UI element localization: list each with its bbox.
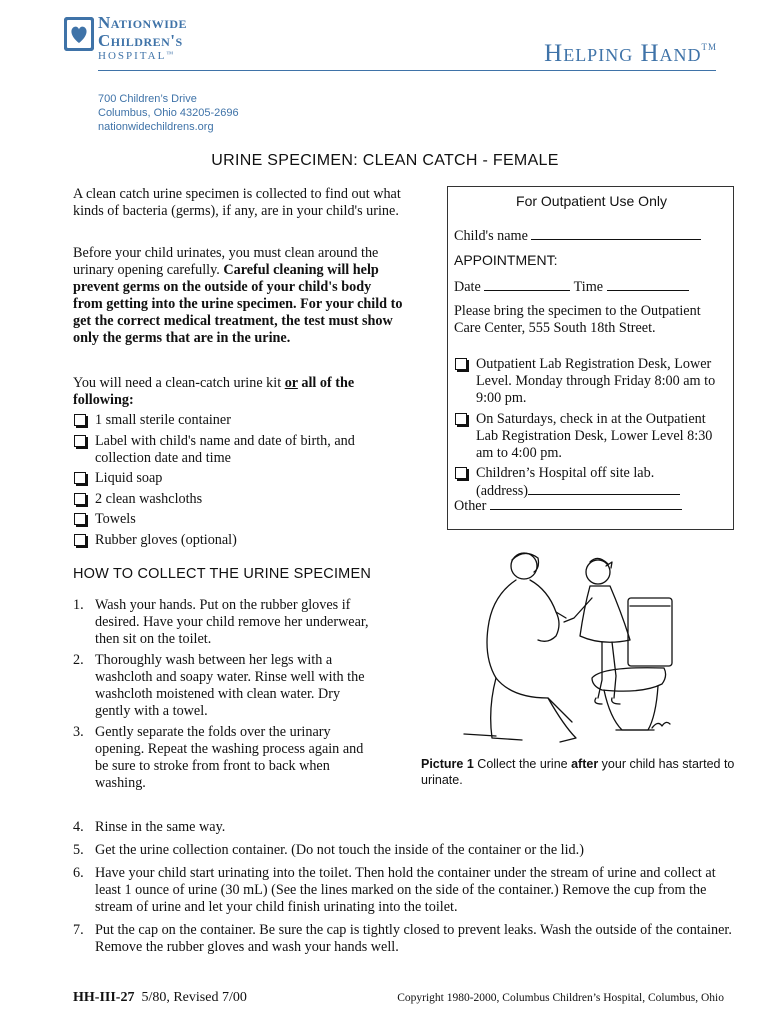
date-label: Date bbox=[454, 279, 481, 295]
hospital-name bbox=[98, 14, 187, 62]
hospital-name-line2: Children's bbox=[98, 31, 183, 50]
copyright-notice: Copyright 1980-2000, Columbus Children’s Hospital, Columbus, Ohio bbox=[397, 992, 724, 1004]
document-title: URINE SPECIMEN: CLEAN CATCH - FEMALE bbox=[211, 152, 559, 169]
other-label: Other bbox=[454, 498, 487, 514]
supplies-intro bbox=[73, 375, 403, 409]
supply-item bbox=[73, 532, 403, 549]
header-divider bbox=[98, 70, 716, 71]
hospital-name-line1: Nationwide bbox=[98, 13, 188, 32]
caption-text-b: your child has started to urinate. bbox=[421, 757, 735, 787]
checkbox-icon[interactable] bbox=[455, 467, 467, 479]
location-option-label: On Saturdays, check in at the Outpatient Lab Registration Desk, Lower Level 8:30 am to 4:00 pm. bbox=[476, 410, 713, 461]
step-number: 6. bbox=[73, 865, 84, 881]
supplies-intro-text: You will need a clean-catch urine kit bbox=[73, 375, 285, 391]
location-option bbox=[454, 356, 729, 407]
cleaning-paragraph bbox=[73, 245, 403, 347]
checkbox-icon[interactable] bbox=[455, 358, 467, 370]
supply-label: 1 small sterile container bbox=[95, 412, 231, 428]
picture-caption bbox=[421, 756, 741, 788]
steps-list-lower bbox=[73, 819, 733, 956]
other-field[interactable] bbox=[490, 497, 682, 510]
step-item bbox=[73, 842, 733, 859]
hospital-logo-icon bbox=[64, 17, 94, 51]
step-text: Gently separate the folds over the urinary opening. Repeat the washing process again and be sure to stroke from front to back when washing. bbox=[95, 724, 364, 791]
step-number: 1. bbox=[73, 597, 84, 613]
appointment-heading: APPOINTMENT: bbox=[454, 252, 558, 268]
intro-paragraph: A clean catch urine specimen is collected to find out what kinds of bacteria (germs), if any, are in your child's urine. bbox=[73, 186, 401, 219]
step-text: Rinse in the same way. bbox=[95, 819, 226, 835]
hospital-address bbox=[98, 92, 239, 134]
step-item bbox=[73, 724, 378, 792]
picture-label: Picture 1 bbox=[421, 757, 474, 771]
bring-specimen-text: Please bring the specimen to the Outpatient Care Center, 555 South 18th Street. bbox=[454, 303, 701, 336]
checkbox-icon[interactable] bbox=[74, 513, 86, 525]
hospital-word: HOSPITAL bbox=[98, 50, 167, 62]
supply-label: Rubber gloves (optional) bbox=[95, 531, 237, 548]
step-item bbox=[73, 652, 378, 720]
step-number: 7. bbox=[73, 922, 84, 938]
supply-item bbox=[73, 412, 403, 429]
checkbox-icon[interactable] bbox=[74, 534, 86, 546]
checkbox-icon[interactable] bbox=[74, 414, 86, 426]
step-text: Put the cap on the container. Be sure the cap is tightly closed to prevent leaks. Wash the outside of the container. Remove the rubber gloves and wash your hands well. bbox=[95, 922, 732, 955]
caption-text-a: Collect the urine bbox=[473, 757, 572, 771]
step-number: 3. bbox=[73, 724, 84, 740]
supply-item bbox=[73, 433, 403, 467]
supply-item bbox=[73, 511, 403, 528]
supplies-intro-bold: all of the following: bbox=[73, 375, 355, 408]
cleaning-text: Before your child urinates, you must clean around the urinary opening carefully. bbox=[73, 245, 379, 278]
caption-emphasis: after bbox=[571, 757, 599, 771]
supplies-intro-or: or bbox=[284, 375, 298, 391]
step-number: 4. bbox=[73, 819, 84, 835]
step-text: Thoroughly wash between her legs with a washcloth and soapy water. Rinse well with the washcloth moistened with clean water. Dry gently with a towel. bbox=[95, 652, 365, 719]
mother-child-toilet-illustration bbox=[452, 548, 682, 748]
supplies-list bbox=[73, 412, 403, 549]
supply-item bbox=[73, 470, 403, 487]
location-option bbox=[454, 465, 729, 500]
supply-label: Label with child's name and date of birth, and collection date and time bbox=[95, 432, 355, 466]
document-revision-dates: 5/80, Revised 7/00 bbox=[141, 990, 247, 1005]
supply-label: 2 clean washcloths bbox=[95, 490, 203, 507]
how-to-heading: HOW TO COLLECT THE URINE SPECIMEN bbox=[73, 566, 371, 582]
checkbox-icon[interactable] bbox=[74, 435, 86, 447]
address-label: (address) bbox=[476, 483, 528, 499]
hospital-name-line3 bbox=[98, 51, 187, 62]
other-row bbox=[454, 497, 682, 515]
childs-name-field[interactable] bbox=[531, 227, 701, 240]
date-time-row bbox=[454, 278, 689, 296]
checkbox-icon[interactable] bbox=[455, 413, 467, 425]
step-number: 2. bbox=[73, 652, 84, 668]
step-text: Wash your hands. Put on the rubber gloves if desired. Have your child remove her underwear, then sit on the toilet. bbox=[95, 597, 369, 647]
cleaning-warning: Careful cleaning will help prevent germs on the outside of your child's body from getting into the urine specimen. For your child to get the correct medical treatment, the test must show only the germs that are in the urine. bbox=[73, 262, 403, 346]
location-option bbox=[454, 411, 729, 462]
step-item bbox=[73, 922, 733, 956]
checkbox-icon[interactable] bbox=[74, 472, 86, 484]
document-code-id: HH-III-27 bbox=[73, 990, 135, 1005]
time-label: Time bbox=[573, 279, 604, 295]
step-item bbox=[73, 865, 733, 916]
address-street: 700 Children’s Drive bbox=[98, 93, 197, 105]
location-options bbox=[454, 356, 729, 500]
address-city: Columbus, Ohio 43205-2696 bbox=[98, 107, 239, 119]
location-option-label: Children’s Hospital off site lab. bbox=[476, 465, 655, 481]
time-field[interactable] bbox=[607, 278, 689, 291]
step-item bbox=[73, 597, 378, 648]
outpatient-box bbox=[447, 186, 734, 530]
document-code bbox=[73, 990, 247, 1006]
steps-list-upper bbox=[73, 597, 378, 792]
address-website: nationwidechildrens.org bbox=[98, 121, 214, 133]
brand-tm: TM bbox=[701, 42, 717, 52]
date-field[interactable] bbox=[484, 278, 570, 291]
supply-item bbox=[73, 491, 403, 508]
outpatient-title: For Outpatient Use Only bbox=[516, 193, 667, 209]
hospital-tm: ™ bbox=[166, 50, 176, 58]
location-option-label: Outpatient Lab Registration Desk, Lower Level. Monday through Friday 8:00 am to 9:00 pm. bbox=[476, 356, 716, 406]
childs-name-label: Child's name bbox=[454, 228, 528, 244]
step-item bbox=[73, 819, 733, 836]
step-number: 5. bbox=[73, 842, 84, 858]
address-field[interactable] bbox=[528, 482, 680, 495]
helping-hand-title bbox=[544, 40, 717, 68]
step-text: Have your child start urinating into the toilet. Then hold the container under the stream of urine and collect at least 1 ounce of urine (30 mL) (See the lines marked on the side of the container.) Remove the cup from the stream of urine and let your child finish urinating into the toilet. bbox=[95, 865, 716, 915]
childs-name-row bbox=[454, 227, 701, 245]
step-text: Get the urine collection container. (Do not touch the inside of the container or the lid.) bbox=[95, 842, 584, 858]
brand-title-text: Helping Hand bbox=[544, 40, 702, 67]
supply-label: Towels bbox=[95, 511, 136, 527]
checkbox-icon[interactable] bbox=[74, 493, 86, 505]
supply-label: Liquid soap bbox=[95, 470, 163, 486]
